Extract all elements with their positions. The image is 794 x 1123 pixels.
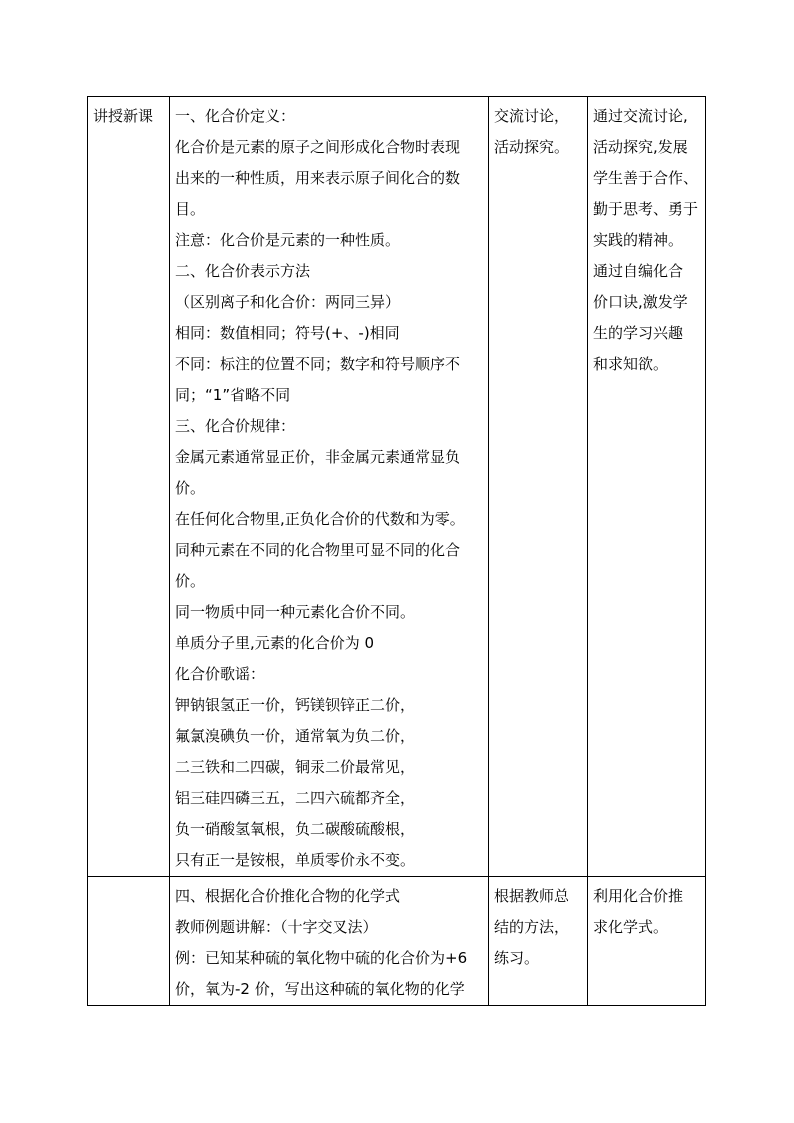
design-intent-cell — [588, 877, 706, 1006]
design-intent-line: 和求知欲。 — [593, 355, 669, 373]
design-intent-line: 活动探究,发展 — [593, 138, 688, 156]
table-row — [88, 877, 706, 1006]
table-row — [88, 97, 706, 877]
content-line: 化合价是元素的原子之间形成化合物时表现 — [175, 138, 461, 156]
student-activity-line: 根据教师总 — [494, 887, 570, 905]
design-intent-line: 利用化合价推 — [593, 887, 684, 905]
content-line: 四、根据化合价推化合物的化学式 — [175, 887, 401, 905]
teaching-content-cell — [170, 97, 489, 877]
student-activity-line: 练习。 — [494, 949, 540, 967]
content-line: 只有正一是铵根，单质零价永不变。 — [175, 851, 416, 869]
content-line: 一、化合价定义： — [175, 107, 296, 125]
content-line: 例：已知某种硫的氧化物中硫的化合价为+6 — [175, 949, 468, 967]
student-activity-line: 结的方法， — [494, 918, 570, 936]
teaching-content-cell — [170, 877, 489, 1006]
content-line: 负一硝酸氢氧根，负二碳酸硫酸根， — [175, 820, 416, 838]
design-intent-line: 通过交流讨论, — [593, 107, 688, 125]
design-intent-line: 学生善于合作、 — [593, 169, 699, 187]
content-line: 单质分子里,元素的化合价为 0 — [175, 634, 375, 652]
section-label: 讲授新课 — [93, 107, 154, 125]
design-intent-line: 通过自编化合 — [593, 262, 684, 280]
content-line: 三、化合价规律： — [175, 417, 296, 435]
design-intent-cell — [588, 97, 706, 877]
section-label-cell — [88, 877, 170, 1006]
section-label-cell — [88, 97, 170, 877]
design-intent-line: 价口诀,激发学 — [593, 293, 688, 311]
content-line: 金属元素通常显正价，非金属元素通常显负 — [175, 448, 461, 466]
content-line: 不同：标注的位置不同；数字和符号顺序不 — [175, 355, 461, 373]
content-line: 同一物质中同一种元素化合价不同。 — [175, 603, 416, 621]
content-line: 二三铁和二四碳，铜汞二价最常见， — [175, 758, 416, 776]
content-line: 价。 — [175, 479, 206, 497]
lesson-plan-table — [87, 96, 706, 1006]
content-line: 教师例题讲解：（十字交叉法） — [175, 918, 378, 936]
content-line: 价。 — [175, 572, 206, 590]
student-activity-cell — [489, 877, 588, 1006]
design-intent-line: 勤于思考、勇于 — [593, 200, 699, 218]
content-line: 二、化合价表示方法 — [175, 262, 311, 280]
student-activity-line: 活动探究。 — [494, 138, 570, 156]
design-intent-line: 求化学式。 — [593, 918, 669, 936]
content-line: 同；“1”省略不同 — [175, 386, 291, 404]
design-intent-line: 生的学习兴趣 — [593, 324, 684, 342]
content-line: 相同：数值相同；符号(+、-)相同 — [175, 324, 400, 342]
student-activity-cell — [489, 97, 588, 877]
content-line: 同种元素在不同的化合物里可显不同的化合 — [175, 541, 461, 559]
content-line: 钾钠银氢正一价，钙镁钡锌正二价， — [175, 696, 416, 714]
content-line: 铝三硅四磷三五，二四六硫都齐全， — [175, 789, 416, 807]
content-line: 目。 — [175, 200, 206, 218]
design-intent-line: 实践的精神。 — [593, 231, 684, 249]
content-line: （区别离子和化合价：两同三异） — [175, 293, 401, 311]
content-line: 氟氯溴碘负一价，通常氧为负二价， — [175, 727, 416, 745]
content-line: 价，氧为-2 价，写出这种硫的氧化物的化学 — [175, 980, 465, 998]
content-line: 注意：化合价是元素的一种性质。 — [175, 231, 401, 249]
content-line: 在任何化合物里,正负化合价的代数和为零。 — [175, 510, 465, 528]
student-activity-line: 交流讨论， — [494, 107, 570, 125]
content-line: 出来的一种性质，用来表示原子间化合的数 — [175, 169, 461, 187]
content-line: 化合价歌谣： — [175, 665, 266, 683]
